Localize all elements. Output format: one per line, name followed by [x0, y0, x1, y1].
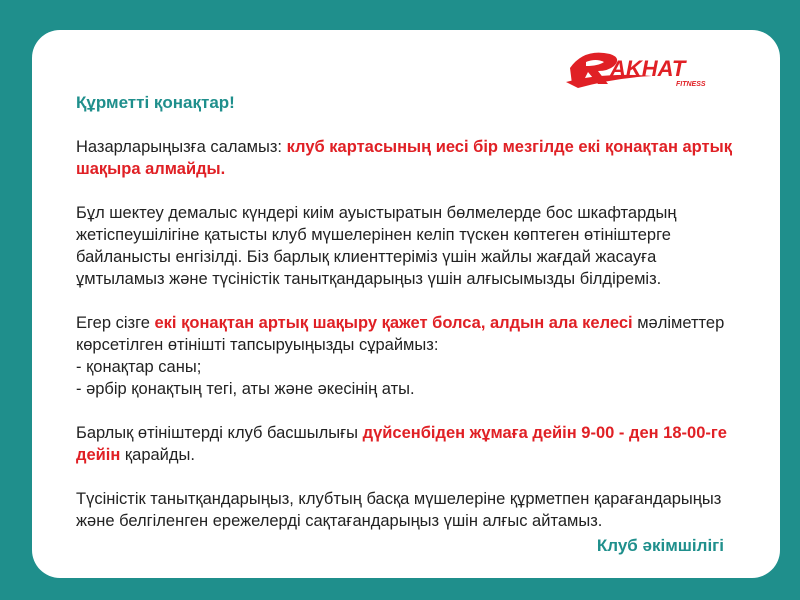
paragraph-text: Барлық өтініштерді клуб басшылығы [76, 424, 363, 442]
highlight-schedule-hours: дүйсенбіден жұмаға дейін 9-00 - ден 18-00-ге дейін [76, 424, 727, 464]
paragraph-text: Егер сізге [76, 314, 155, 332]
paragraph-text: мәліметтер көрсетілген өтінішті тапсыруыңызды сұраймыз: [76, 314, 725, 354]
logo-subtitle: FITNESS [676, 81, 706, 88]
paragraph-text: қарайды. [120, 446, 195, 464]
signature: Клуб әкімшілігі [596, 536, 724, 555]
list-item-guest-names: - әрбір қонақтың тегі, аты және әкесінің аты. [76, 380, 415, 398]
greeting-heading: Құрметті қонақтар! [76, 93, 235, 112]
paragraph-schedule [76, 422, 736, 466]
notice-content [76, 92, 736, 554]
logo-name: AKHAT [610, 56, 686, 81]
paragraph-welcome [76, 136, 736, 180]
paragraph-thanks [76, 488, 736, 532]
notice-card [32, 30, 780, 578]
highlight-advance-request: екі қонақтан артық шақыру қажет болса, алдын ала келесі [154, 314, 633, 332]
paragraph-text: Бұл шектеу демалыс күндері киім ауыстыратын бөлмелерде бос шкафтардың жетіспеушілігіне қатысты клуб мүшелерінен келіп түскен көптеген өтініштерге байланысты енгізілді. Біз барлық клиенттеріміз үшін жайлы жағдай жасауға ұмтыламыз және түсіністік танытқандарыңыз үшін алғысымызды білдіреміз. [76, 204, 677, 288]
paragraph-reason [76, 202, 736, 290]
rakhat-fitness-logo [564, 42, 724, 98]
highlight-guest-limit: клуб картасының иесі бір мезгілде екі қонақтан артық шақыра алмайды. [76, 138, 732, 178]
list-item-guest-count: - қонақтар саны; [76, 358, 202, 376]
paragraph-request [76, 312, 736, 400]
paragraph-text: Назарларыңызға саламыз: [76, 138, 287, 156]
paragraph-text: Түсіністік танытқандарыңыз, клубтың басқа мүшелеріне құрметпен қарағандарыңыз және белгіленген ережелерді сақтағандарыңыз үшін алғыс айтамыз. [76, 490, 722, 530]
